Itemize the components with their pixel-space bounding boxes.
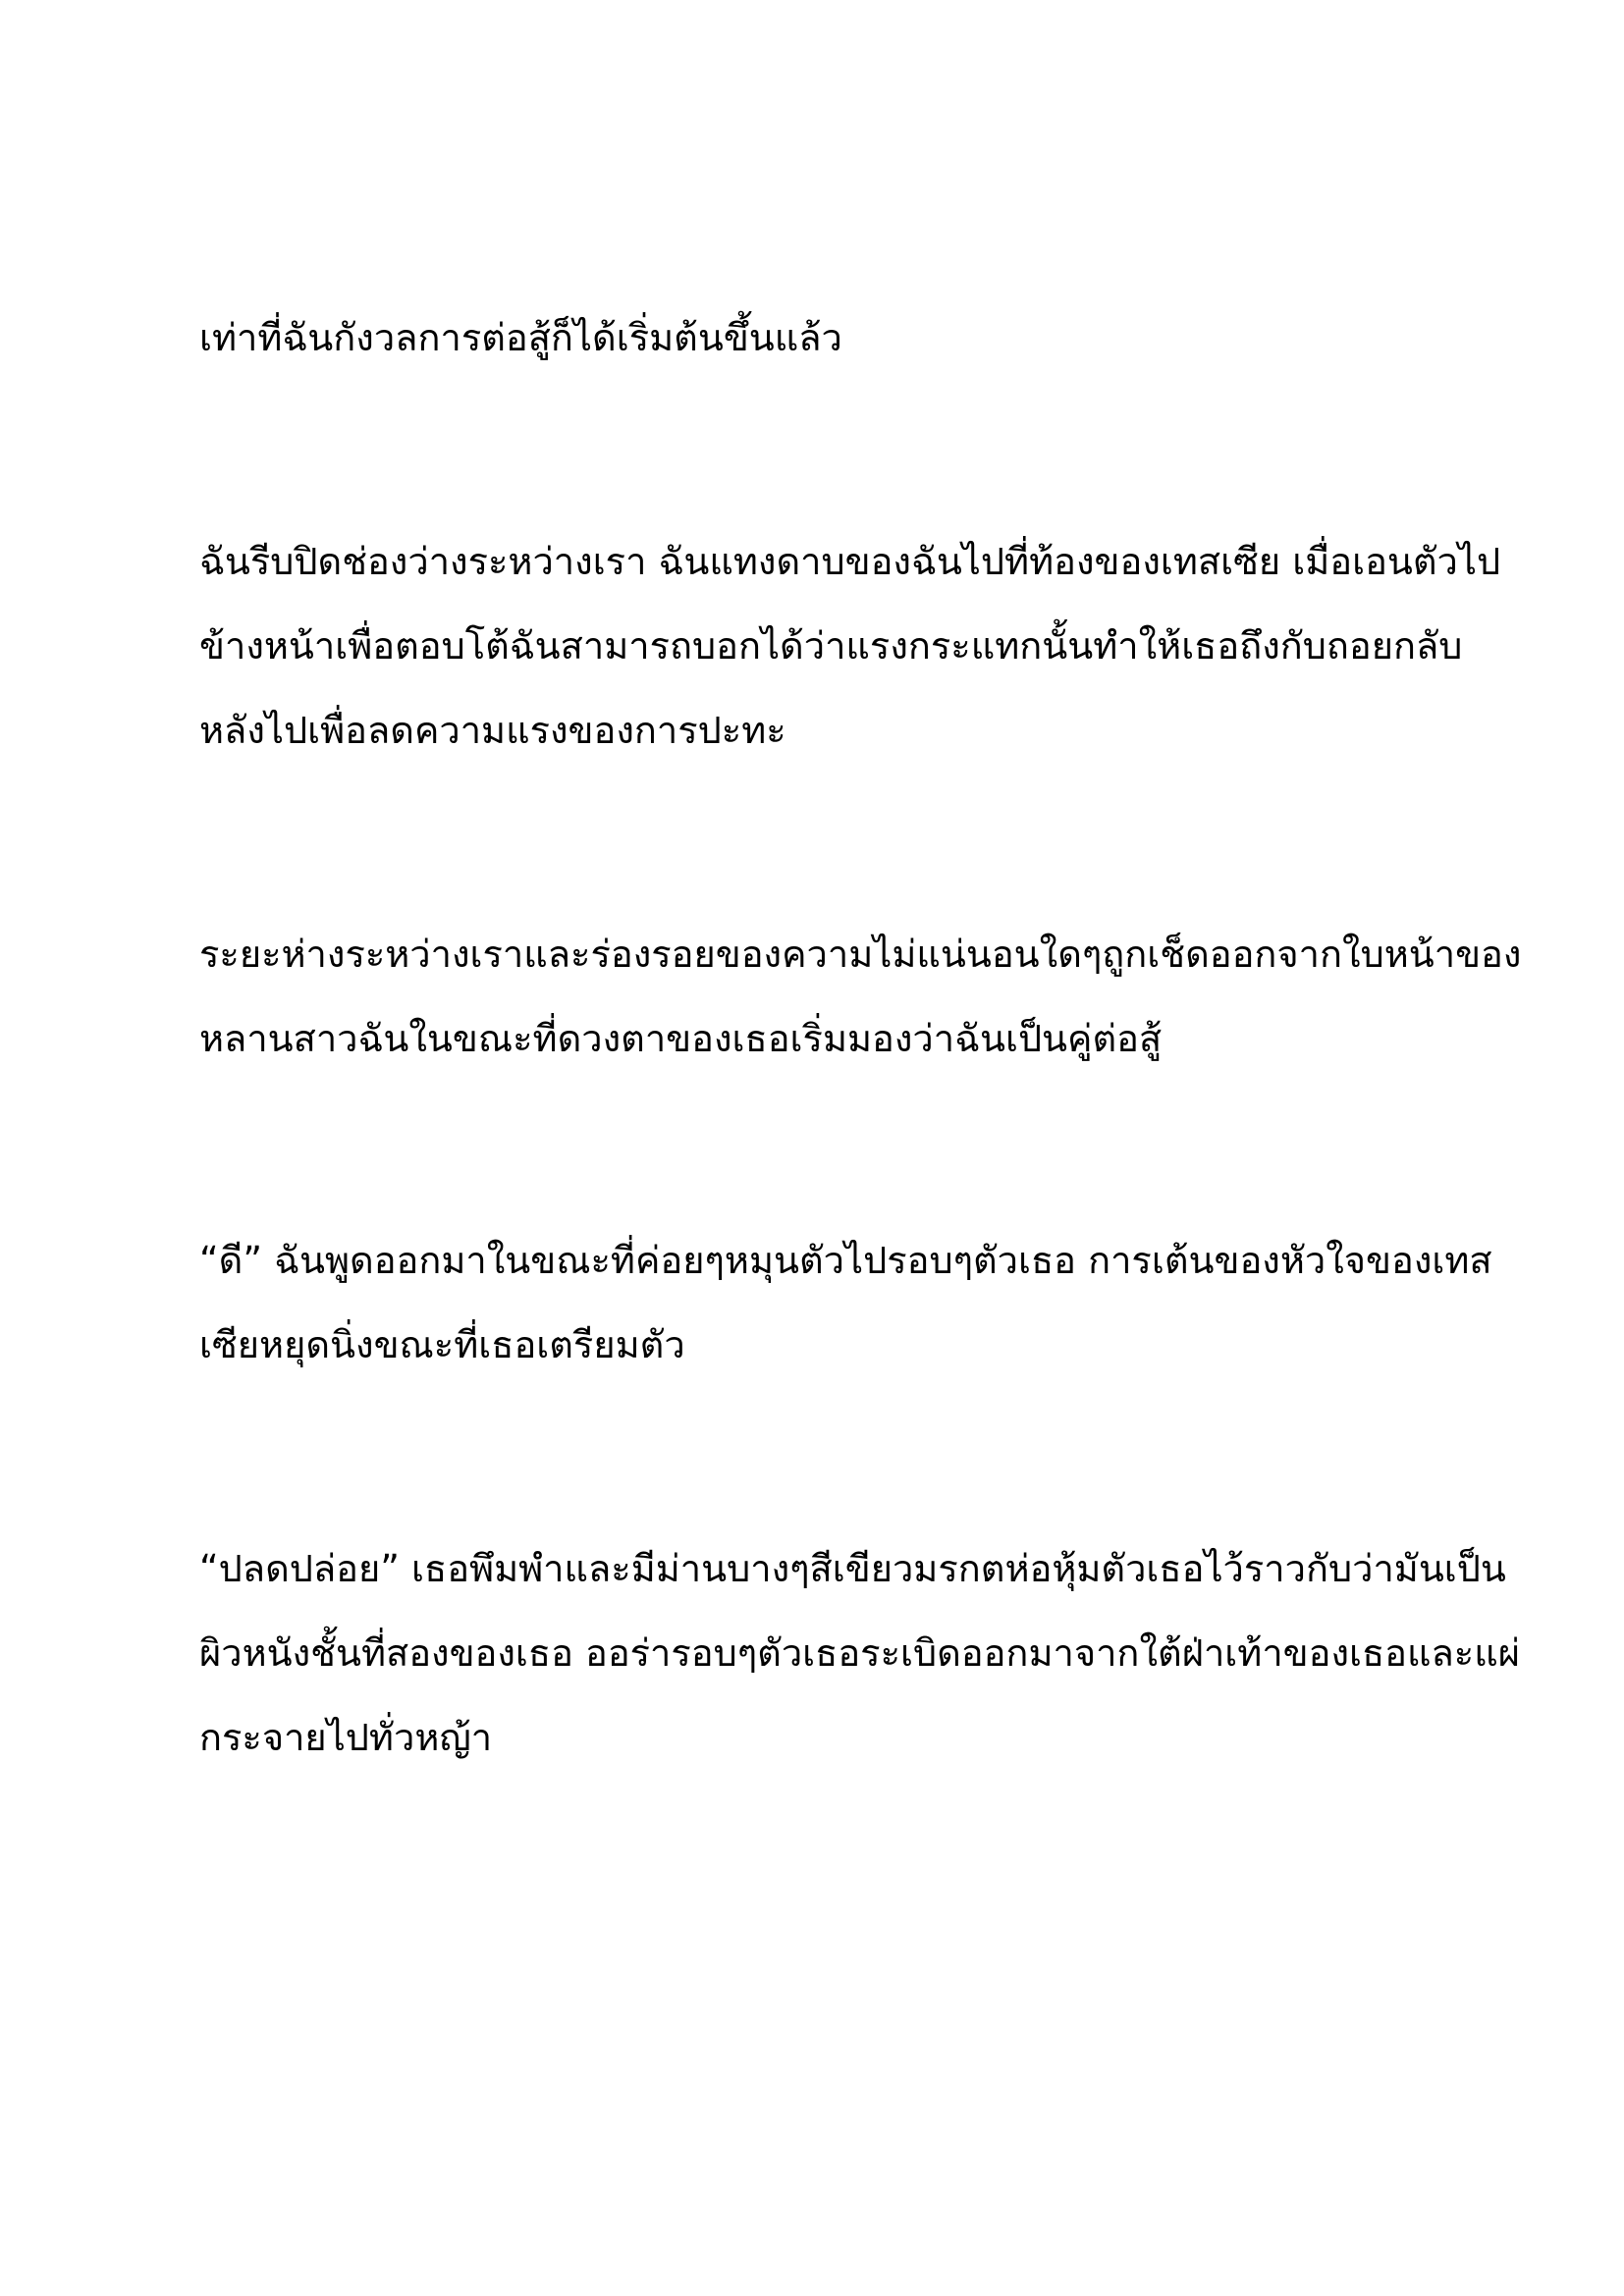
paragraph-line: เซียหยุดนิ่งขณะที่เธอเตรียมตัว (199, 1323, 685, 1366)
paragraph-line: “ดี” ฉันพูดออกมาในขณะที่ค่อยๆหมุนตัวไปรอบๆตัวเธอ การเต้นของหัวใจของเทส (199, 1239, 1492, 1282)
paragraph-line: ผิวหนังชั้นที่สองของเธอ ออร่ารอบๆตัวเธอระเบิดออกมาจากใต้ฝ่าเท้าของเธอและแผ่ (199, 1631, 1520, 1675)
paragraph-line: เท่าที่ฉันกังวลการต่อสู้ก็ได้เริ่มต้นขึ้นแล้ว (199, 316, 842, 359)
paragraph-line: ระยะห่างระหว่างเราและร่องรอยของความไม่แน่นอนใดๆถูกเช็ดออกจากใบหน้าของ (199, 933, 1522, 976)
paragraph-line: กระจายไปทั่วหญ้า (199, 1716, 493, 1759)
paragraph-line: ฉันรีบปิดช่องว่างระหว่างเรา ฉันแทงดาบของฉันไปที่ท้องของเทสเซีย เมื่อเอนตัวไป (199, 540, 1501, 583)
paragraph-line: ข้างหน้าเพื่อตอบโต้ฉันสามารถบอกได้ว่าแรงกระแทกนั้นทำให้เธอถึงกับถอยกลับ (199, 624, 1463, 667)
paragraph-line: หลังไปเพื่อลดความแรงของการปะทะ (199, 709, 786, 752)
paragraph-line: หลานสาวฉันในขณะที่ดวงตาของเธอเริ่มมองว่าฉันเป็นคู่ต่อสู้ (199, 1017, 1163, 1060)
paragraph-line: “ปลดปล่อย” เธอพึมพำและมีม่านบางๆสีเขียวมรกตห่อหุ้มตัวเธอไว้ราวกับว่ามันเป็น (199, 1547, 1506, 1590)
